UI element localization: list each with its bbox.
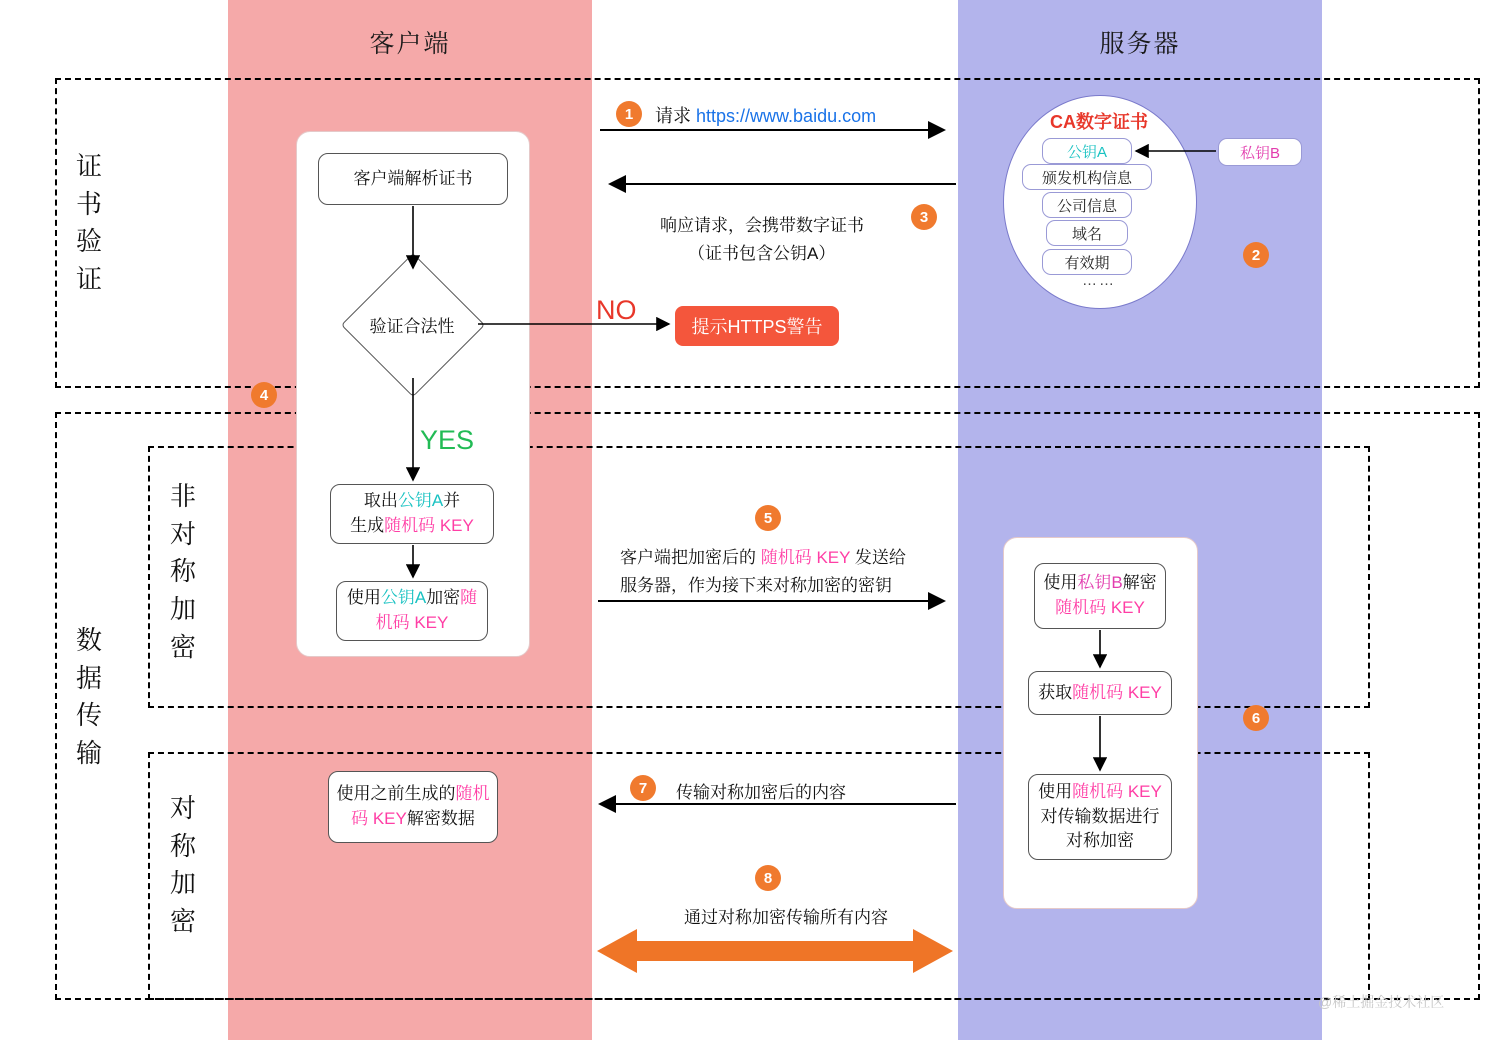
step-badge-1: 1 [616, 101, 642, 127]
ca-certificate-title: CA数字证书 [1050, 112, 1148, 132]
node-take-pubkey-generate-key [330, 484, 494, 544]
encrypt-text-2: 公钥A [380, 588, 427, 608]
label-yes-branch: YES [420, 425, 475, 455]
client-lane-title: 客户端 [369, 30, 451, 58]
label-symmetric-all: 通过对称加密传输所有内容 [684, 908, 888, 927]
node-encrypt-random-key [336, 581, 488, 641]
ca-item-domain-label: 域名 [1071, 225, 1102, 243]
step-badge-2: 2 [1243, 242, 1269, 268]
step-badge-7: 7 [630, 775, 656, 801]
srv-get-text-1: 获取 [1038, 682, 1073, 702]
encrypt-text-5: 机码 KEY [375, 613, 449, 632]
step-badge-6: 6 [1243, 705, 1269, 731]
section-data-transfer-label: 数 据 传 输 [75, 625, 102, 769]
decrypt-text-1: 使用之前生成的 [336, 784, 456, 804]
srv-dec-text-2: 私钥B [1077, 573, 1123, 593]
encrypt-text-1: 使用 [346, 588, 381, 608]
ca-item-company-label: 公司信息 [1056, 197, 1117, 215]
node-verify-validity [330, 272, 494, 376]
step-badge-8: 8 [755, 865, 781, 891]
label-response-line1: 响应请求，会携带数字证书 [660, 216, 864, 235]
step-badge-4: 4 [251, 382, 277, 408]
label-request-url: https://www.baidu.com [696, 106, 877, 126]
take-pubkey-text-1: 取出 [363, 491, 398, 511]
step-badge-3: 3 [911, 204, 937, 230]
node-private-key-b [1218, 138, 1302, 166]
label-request-prefix: 请求 [655, 106, 697, 126]
decrypt-text-3: 码 KEY [351, 809, 407, 828]
srv-get-text-2: 随机码 KEY [1072, 682, 1162, 702]
label-send-key-line1-text: 客户端把加密后的 随机码 KEY 发送给 [620, 548, 906, 567]
encrypt-text-4: 随 [460, 588, 478, 608]
ca-item-validity-label: 有效期 [1064, 254, 1110, 272]
node-parse-certificate [318, 153, 508, 205]
decrypt-text-4: 解密数据 [406, 809, 475, 828]
srv-enc-text-4: 对称加密 [1066, 831, 1134, 851]
node-https-warning-label: 提示HTTPS警告 [691, 317, 823, 337]
ca-item-issuer [1022, 164, 1152, 190]
ca-item-ellipsis: …… [1082, 272, 1116, 289]
node-server-symmetric-encrypt [1028, 774, 1172, 860]
ca-item-public-key-label: 公钥A [1066, 143, 1107, 161]
node-private-key-b-label: 私钥B [1239, 144, 1280, 162]
node-decrypt-data [328, 771, 498, 843]
node-server-decrypt-key [1034, 563, 1166, 629]
server-lane-title: 服务器 [1099, 30, 1181, 58]
decrypt-text-2: 随机 [455, 784, 490, 804]
node-parse-certificate-label: 客户端解析证书 [353, 168, 473, 188]
srv-enc-text-2: 随机码 KEY [1072, 782, 1162, 802]
label-send-key-line2: 服务器，作为接下来对称加密的密钥 [620, 576, 892, 595]
ca-item-public-key [1042, 138, 1132, 164]
label-response-line2: （证书包含公钥A） [688, 244, 836, 263]
node-verify-validity-label: 验证合法性 [369, 316, 455, 336]
step-badge-5: 5 [755, 505, 781, 531]
take-pubkey-text-2: 公钥A [397, 491, 444, 511]
encrypt-text-3: 加密 [426, 588, 461, 608]
ca-item-issuer-label: 颁发机构信息 [1041, 169, 1132, 187]
srv-dec-text-3: 解密 [1122, 573, 1157, 593]
section-symmetric-encryption-label: 对 称 加 密 [169, 793, 196, 937]
label-send-key-line1 [620, 543, 906, 568]
label-request [655, 102, 876, 128]
take-pubkey-text-4: 生成 [350, 516, 385, 535]
srv-dec-text-4: 随机码 KEY [1055, 598, 1145, 617]
srv-dec-text-1: 使用 [1043, 573, 1078, 593]
srv-enc-text-1: 使用 [1038, 782, 1073, 802]
label-symmetric-transfer: 传输对称加密后的内容 [676, 783, 846, 802]
ca-item-domain [1046, 220, 1128, 246]
srv-enc-text-3: 对传输数据进行 [1040, 806, 1160, 826]
section-asymmetric-encryption-label: 非 对 称 加 密 [169, 481, 196, 662]
ca-item-company [1042, 192, 1132, 218]
label-no-branch: NO [596, 295, 637, 325]
section-certificate-verification-label: 证 书 验 证 [75, 151, 102, 295]
node-server-get-key [1028, 671, 1172, 715]
take-pubkey-text-5: 随机码 KEY [384, 516, 474, 535]
take-pubkey-text-3: 并 [443, 491, 461, 511]
node-https-warning [675, 306, 839, 346]
watermark: @稀土掘金技术社区 [1318, 994, 1445, 1010]
